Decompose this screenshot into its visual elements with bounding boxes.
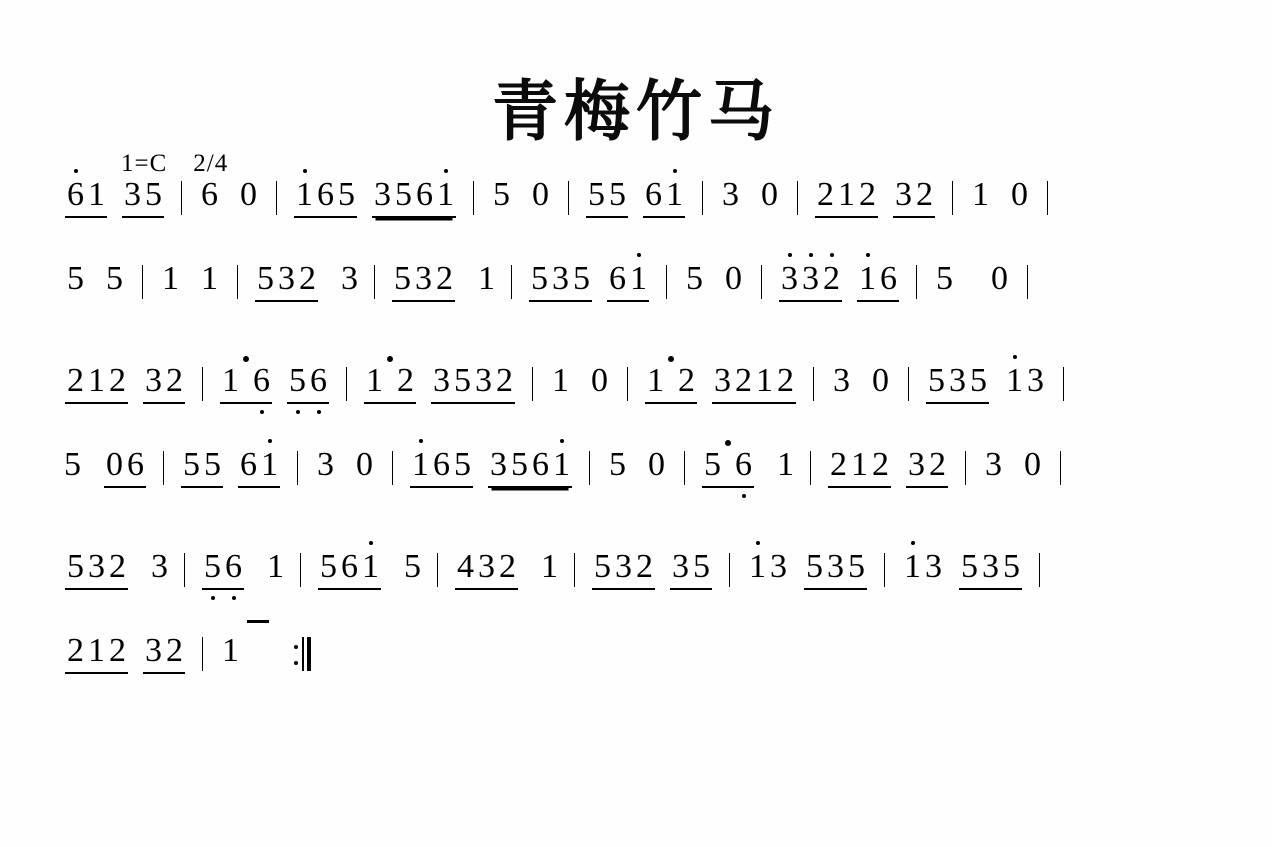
note: 5 bbox=[588, 176, 605, 213]
barline bbox=[181, 181, 182, 215]
note-group bbox=[857, 262, 899, 302]
note-group bbox=[592, 550, 655, 590]
note: 3 bbox=[475, 362, 492, 399]
note: 2 bbox=[929, 446, 946, 483]
note-group bbox=[122, 178, 164, 218]
note: 2 bbox=[859, 176, 876, 213]
note: 5 bbox=[64, 446, 81, 483]
note: 2 bbox=[817, 176, 834, 213]
note: 5 bbox=[573, 260, 590, 297]
note: 3 bbox=[278, 260, 295, 297]
barline bbox=[392, 451, 393, 485]
note: 1 bbox=[435, 178, 456, 212]
note: 1 bbox=[1004, 364, 1025, 398]
note-group bbox=[607, 262, 649, 302]
note: 2 bbox=[67, 632, 84, 669]
barline bbox=[574, 553, 575, 587]
note: 1 bbox=[777, 446, 794, 483]
barline bbox=[300, 553, 301, 587]
note: 2 bbox=[166, 362, 183, 399]
barline bbox=[1027, 265, 1028, 299]
note: 2 bbox=[678, 362, 695, 399]
barline bbox=[952, 181, 953, 215]
note: 3 bbox=[800, 262, 821, 296]
note: 3 bbox=[672, 548, 689, 585]
duration-dash bbox=[247, 620, 269, 623]
repeat-dots bbox=[294, 645, 298, 665]
barline bbox=[797, 181, 798, 215]
note: 5 bbox=[928, 362, 945, 399]
note: 0 bbox=[591, 362, 608, 399]
note-group bbox=[804, 550, 867, 590]
note-group bbox=[720, 178, 780, 212]
augmentation-dot bbox=[243, 356, 249, 362]
barline bbox=[184, 553, 185, 587]
note: 1 bbox=[747, 550, 768, 584]
note-group bbox=[1004, 364, 1046, 398]
barline bbox=[684, 451, 685, 485]
note: 6 bbox=[645, 176, 662, 213]
note: 6 bbox=[223, 550, 244, 584]
note-group bbox=[828, 448, 891, 488]
note: 3 bbox=[833, 362, 850, 399]
note: 6 bbox=[433, 446, 450, 483]
note-group bbox=[238, 448, 280, 488]
note: 3 bbox=[433, 362, 450, 399]
repeat-thick-line bbox=[307, 637, 311, 671]
note: 5 bbox=[693, 548, 710, 585]
note-group bbox=[702, 448, 754, 488]
note-group bbox=[65, 364, 128, 404]
note: 0 bbox=[1011, 176, 1028, 213]
note: 1 bbox=[647, 362, 664, 399]
note-group bbox=[529, 262, 592, 302]
note-group bbox=[684, 262, 744, 296]
note: 5 bbox=[257, 260, 274, 297]
note: 1 bbox=[664, 178, 685, 212]
note: 3 bbox=[490, 446, 507, 483]
note-group bbox=[220, 364, 272, 404]
note-group bbox=[607, 448, 667, 482]
note: 0 bbox=[872, 362, 889, 399]
note: 2 bbox=[67, 362, 84, 399]
note: 1 bbox=[201, 260, 218, 297]
note: 1 bbox=[88, 362, 105, 399]
note-group bbox=[670, 550, 712, 590]
note-group bbox=[160, 262, 220, 296]
note: 5 bbox=[806, 548, 823, 585]
note-group bbox=[934, 262, 1010, 296]
barline bbox=[374, 265, 375, 299]
note: 0 bbox=[991, 260, 1008, 297]
note-group bbox=[491, 178, 551, 212]
note: 0 bbox=[356, 446, 373, 483]
note: 5 bbox=[609, 446, 626, 483]
note-group bbox=[643, 178, 685, 218]
note: 5 bbox=[404, 548, 421, 585]
note: 5 bbox=[395, 176, 412, 213]
note-group bbox=[255, 262, 318, 302]
note: 6 bbox=[308, 364, 329, 398]
note-group bbox=[488, 448, 572, 488]
note: 0 bbox=[106, 446, 123, 483]
note-group bbox=[65, 634, 128, 674]
note: 6 bbox=[201, 176, 218, 213]
note: 5 bbox=[511, 446, 528, 483]
note: 2 bbox=[777, 362, 794, 399]
note-group bbox=[983, 448, 1043, 482]
barline bbox=[1047, 181, 1048, 215]
barline bbox=[761, 265, 762, 299]
note: 1 bbox=[628, 262, 649, 296]
barline bbox=[1039, 553, 1040, 587]
barline bbox=[276, 181, 277, 215]
note: 3 bbox=[145, 632, 162, 669]
note: 1 bbox=[857, 262, 878, 296]
note: 1 bbox=[902, 550, 923, 584]
barline bbox=[666, 265, 667, 299]
barline bbox=[884, 553, 885, 587]
note: 3 bbox=[552, 260, 569, 297]
barline bbox=[532, 367, 533, 401]
note: 6 bbox=[532, 446, 549, 483]
note: 2 bbox=[916, 176, 933, 213]
barline bbox=[627, 367, 628, 401]
barline bbox=[163, 451, 164, 485]
note: 3 bbox=[374, 176, 391, 213]
note: 3 bbox=[615, 548, 632, 585]
note: 2 bbox=[436, 260, 453, 297]
barline bbox=[142, 265, 143, 299]
note: 1 bbox=[478, 260, 495, 297]
note: 5 bbox=[202, 550, 223, 584]
barline bbox=[1060, 451, 1061, 485]
note: 5 bbox=[106, 260, 123, 297]
note: 3 bbox=[925, 548, 942, 585]
note-group bbox=[926, 364, 989, 404]
augmentation-dot bbox=[725, 440, 731, 446]
repeat-thin-line bbox=[302, 637, 304, 671]
note-group bbox=[372, 178, 456, 218]
barline bbox=[297, 451, 298, 485]
time-signature: 2/4 bbox=[193, 150, 229, 177]
note: 2 bbox=[872, 446, 889, 483]
note: 2 bbox=[109, 632, 126, 669]
note-group bbox=[455, 550, 518, 590]
note-group bbox=[143, 634, 185, 674]
note: 5 bbox=[394, 260, 411, 297]
note: 0 bbox=[532, 176, 549, 213]
note: 3 bbox=[714, 362, 731, 399]
note-group bbox=[104, 448, 146, 488]
note-group bbox=[65, 262, 125, 296]
staff-line-2 bbox=[62, 262, 1222, 302]
barline bbox=[916, 265, 917, 299]
note: 1 bbox=[162, 260, 179, 297]
barline bbox=[511, 265, 512, 299]
note: 3 bbox=[88, 548, 105, 585]
note: 6 bbox=[240, 446, 257, 483]
note: 1 bbox=[756, 362, 773, 399]
note: 2 bbox=[735, 362, 752, 399]
note: 1 bbox=[88, 176, 105, 213]
note-group bbox=[645, 364, 697, 404]
note-group bbox=[143, 364, 185, 404]
note: 5 bbox=[67, 260, 84, 297]
note: 1 bbox=[366, 362, 383, 399]
note: 2 bbox=[499, 548, 516, 585]
note: 6 bbox=[317, 176, 334, 213]
note: 3 bbox=[722, 176, 739, 213]
note: 1 bbox=[360, 550, 381, 584]
note: 6 bbox=[609, 260, 626, 297]
note-group bbox=[315, 448, 375, 482]
barline bbox=[473, 181, 474, 215]
note: 3 bbox=[317, 446, 334, 483]
note: 3 bbox=[151, 548, 168, 585]
note-group bbox=[431, 364, 515, 404]
page-title: 青梅竹马 bbox=[492, 72, 780, 150]
barline bbox=[589, 451, 590, 485]
note: 3 bbox=[985, 446, 1002, 483]
barline bbox=[202, 637, 203, 671]
note: 3 bbox=[145, 362, 162, 399]
note: 5 bbox=[204, 446, 221, 483]
note: 3 bbox=[1027, 362, 1044, 399]
note: 1 bbox=[551, 448, 572, 482]
note: 3 bbox=[415, 260, 432, 297]
note-group bbox=[65, 178, 107, 218]
staff-container bbox=[62, 178, 1222, 674]
note-group bbox=[294, 178, 357, 218]
note: 5 bbox=[961, 548, 978, 585]
note-group bbox=[318, 550, 381, 590]
note-group bbox=[902, 550, 944, 584]
note: 3 bbox=[827, 548, 844, 585]
note: 1 bbox=[259, 448, 280, 482]
note: 3 bbox=[341, 260, 358, 297]
note: 2 bbox=[299, 260, 316, 297]
note-group bbox=[550, 364, 610, 398]
note: 5 bbox=[454, 362, 471, 399]
note: 0 bbox=[648, 446, 665, 483]
note: 5 bbox=[531, 260, 548, 297]
note: 5 bbox=[493, 176, 510, 213]
barline bbox=[346, 367, 347, 401]
note: 5 bbox=[609, 176, 626, 213]
note: 2 bbox=[830, 446, 847, 483]
note: 1 bbox=[267, 548, 284, 585]
note: 2 bbox=[496, 362, 513, 399]
note: 3 bbox=[770, 548, 787, 585]
note: 3 bbox=[982, 548, 999, 585]
note-group bbox=[906, 448, 948, 488]
note: 5 bbox=[320, 548, 337, 585]
note: 5 bbox=[686, 260, 703, 297]
note: 5 bbox=[704, 446, 721, 483]
note-group bbox=[392, 262, 455, 302]
note-group bbox=[202, 550, 244, 590]
augmentation-dot bbox=[668, 356, 674, 362]
note: 3 bbox=[949, 362, 966, 399]
note: 3 bbox=[478, 548, 495, 585]
note: 1 bbox=[552, 362, 569, 399]
note: 6 bbox=[127, 446, 144, 483]
augmentation-dot bbox=[387, 356, 393, 362]
barline bbox=[810, 451, 811, 485]
note-group bbox=[712, 364, 796, 404]
barline bbox=[568, 181, 569, 215]
note: 3 bbox=[779, 262, 800, 296]
note: 5 bbox=[848, 548, 865, 585]
barline bbox=[702, 181, 703, 215]
note: 6 bbox=[251, 364, 272, 398]
note: 2 bbox=[109, 548, 126, 585]
note: 3 bbox=[124, 176, 141, 213]
note: 1 bbox=[972, 176, 989, 213]
note: 6 bbox=[416, 176, 433, 213]
note: 5 bbox=[67, 548, 84, 585]
staff-line-1 bbox=[62, 178, 1222, 218]
note: 1 bbox=[222, 362, 239, 399]
note-group bbox=[586, 178, 628, 218]
note-group bbox=[815, 178, 878, 218]
note: 5 bbox=[594, 548, 611, 585]
note: 6 bbox=[733, 448, 754, 482]
note: 1 bbox=[541, 548, 558, 585]
staff-line-3 bbox=[62, 364, 1222, 404]
note: 1 bbox=[851, 446, 868, 483]
staff-line-6 bbox=[62, 634, 1222, 674]
barline bbox=[437, 553, 438, 587]
note: 3 bbox=[908, 446, 925, 483]
note: 4 bbox=[457, 548, 474, 585]
note-group bbox=[779, 262, 842, 302]
note-group bbox=[410, 448, 473, 488]
note: 6 bbox=[880, 260, 897, 297]
note: 1 bbox=[838, 176, 855, 213]
barline bbox=[202, 367, 203, 401]
note: 0 bbox=[1024, 446, 1041, 483]
note-group bbox=[364, 364, 416, 404]
note: 5 bbox=[338, 176, 355, 213]
note: 5 bbox=[1003, 548, 1020, 585]
note-group bbox=[831, 364, 891, 398]
note: 1 bbox=[88, 632, 105, 669]
barline bbox=[908, 367, 909, 401]
note: 6 bbox=[65, 178, 86, 212]
note: 2 bbox=[166, 632, 183, 669]
note: 5 bbox=[145, 176, 162, 213]
note: 5 bbox=[936, 260, 953, 297]
note: 5 bbox=[970, 362, 987, 399]
note: 0 bbox=[725, 260, 742, 297]
barline bbox=[965, 451, 966, 485]
note: 2 bbox=[821, 262, 842, 296]
note: 5 bbox=[454, 446, 471, 483]
note: 3 bbox=[895, 176, 912, 213]
note-group bbox=[287, 364, 329, 404]
note-group bbox=[181, 448, 223, 488]
note: 1 bbox=[410, 448, 431, 482]
note: 2 bbox=[109, 362, 126, 399]
note: 1 bbox=[222, 632, 239, 669]
note: 5 bbox=[287, 364, 308, 398]
note: 2 bbox=[636, 548, 653, 585]
key-signature: 1=C bbox=[121, 150, 168, 177]
barline bbox=[237, 265, 238, 299]
note: 5 bbox=[183, 446, 200, 483]
note-group bbox=[747, 550, 789, 584]
note: 2 bbox=[397, 362, 414, 399]
barline bbox=[813, 367, 814, 401]
barline bbox=[1063, 367, 1064, 401]
repeat-sign bbox=[294, 637, 311, 671]
staff-line-5 bbox=[62, 550, 1222, 590]
note-group bbox=[893, 178, 935, 218]
barline bbox=[729, 553, 730, 587]
note: 6 bbox=[341, 548, 358, 585]
note-group bbox=[65, 550, 128, 590]
staff-line-4 bbox=[62, 448, 1222, 488]
note-group bbox=[199, 178, 259, 212]
note-group bbox=[970, 178, 1030, 212]
note-group bbox=[220, 634, 275, 668]
note: 0 bbox=[240, 176, 257, 213]
note-group bbox=[959, 550, 1022, 590]
note: 0 bbox=[761, 176, 778, 213]
note: 1 bbox=[294, 178, 315, 212]
